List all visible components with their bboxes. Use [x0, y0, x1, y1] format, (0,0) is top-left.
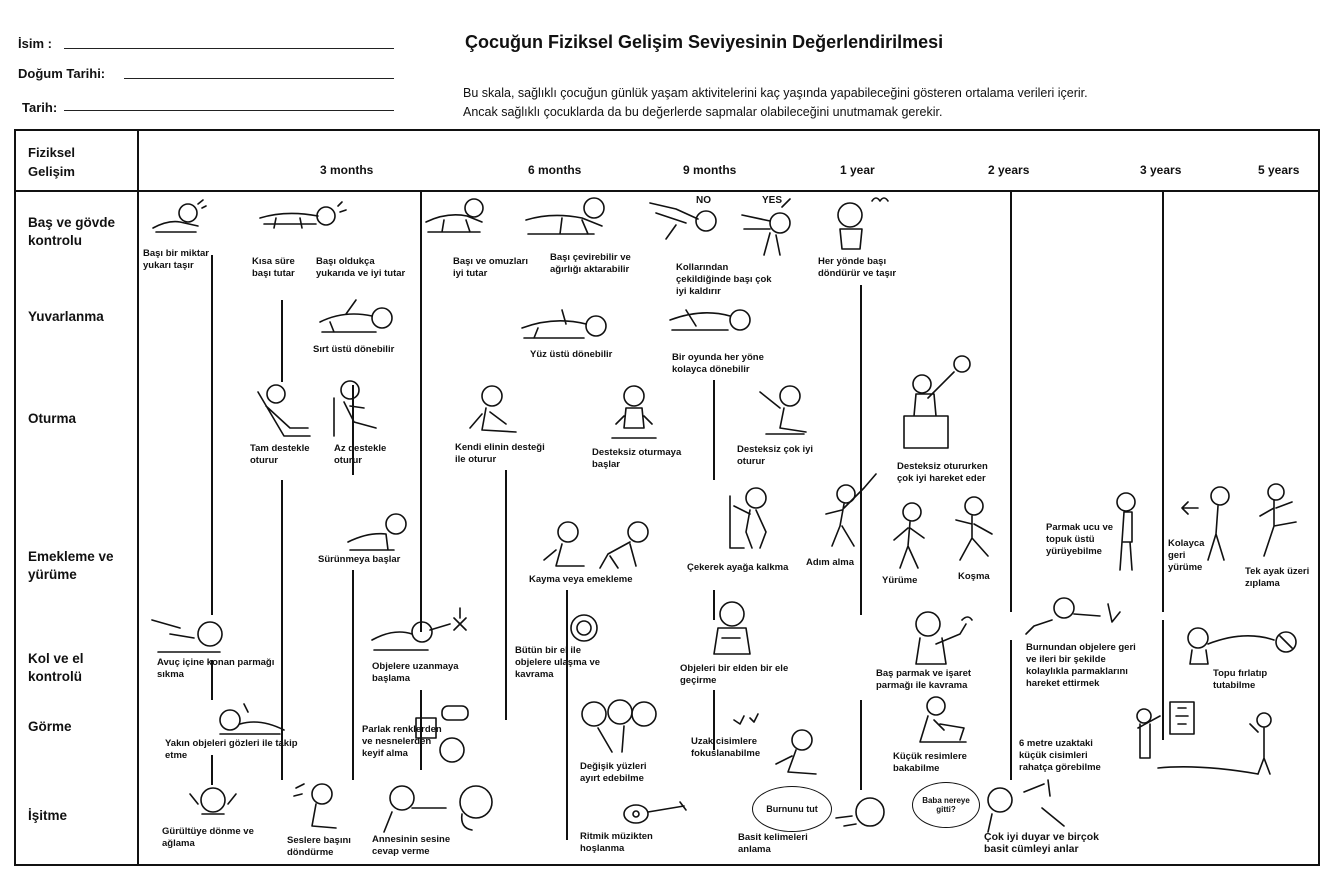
row-label-kol: Kol ve el kontrolü	[28, 651, 84, 684]
caption: 6 metre uzaktaki küçük cisimleri rahatça görebilme	[1019, 738, 1101, 773]
date-label: Tarih:	[22, 100, 58, 115]
bar	[211, 255, 213, 615]
age-1-year: 1 year	[840, 163, 875, 177]
caption: Kayma veya emekleme	[529, 574, 633, 585]
header-separator	[14, 190, 1320, 192]
caption: Desteksiz oturmaya başlar	[592, 447, 682, 470]
name-label: İsim :	[18, 36, 52, 51]
picture-book-icon	[904, 694, 974, 746]
caption: Yakın objeleri gözleri ile takip etme	[165, 738, 298, 761]
caption: Kendi elinin desteği ile oturur	[455, 442, 545, 465]
caption: Değişik yüzleri ayırt edebilme	[580, 761, 647, 784]
caption: Tam destekle oturur	[250, 443, 310, 466]
name-field[interactable]	[64, 48, 394, 49]
birth-label: Doğum Tarihi:	[18, 66, 106, 81]
caption: Her yönde başı döndürür ve taşır	[818, 256, 897, 279]
speech-bubble: Burnunu tut	[752, 786, 832, 832]
caption: Topu fırlatıp tutabilme	[1213, 668, 1268, 691]
caption: Başı oldukça yukarıda ve iyi tutar	[316, 256, 406, 279]
page-title: Çocuğun Fiziksel Gelişim Seviyesinin Değerlendirilmesi	[465, 32, 944, 52]
caption: Gürültüye dönme ve ağlama	[162, 826, 254, 849]
row-label-gorme: Görme	[28, 719, 72, 734]
age-3-years: 3 years	[1140, 163, 1182, 177]
caption: Desteksiz otururken çok iyi hareket eder	[897, 461, 988, 484]
crying-baby-icon	[186, 786, 240, 826]
bar	[1010, 640, 1012, 780]
crawling-baby-icon	[344, 512, 410, 552]
eye-chart-icon	[1130, 698, 1290, 782]
caption: Ritmik müzikten hoşlanma	[580, 831, 653, 854]
svg-text:NO: NO	[696, 195, 711, 206]
caption: Bütün bir el ile objelere ulaşma ve kavrama	[515, 645, 601, 680]
standing-baby-icon	[726, 486, 774, 552]
ball-icon	[1184, 624, 1304, 668]
caption: Küçük resimlere bakabilme	[893, 751, 967, 774]
caption: Desteksiz çok iyi oturur	[737, 444, 814, 467]
sitting-baby-icon	[606, 384, 662, 442]
baby-pulled-icon	[646, 195, 718, 241]
caption: Avuç içine konan parmağı sıkma	[157, 657, 275, 680]
finger-play-icon	[1024, 594, 1124, 638]
bar	[281, 300, 283, 382]
age-5-years: 5 years	[1258, 163, 1300, 177]
bar	[1162, 192, 1164, 612]
crawling-baby-icon	[422, 198, 492, 238]
caption: Burnundan objelere geri ve ileri bir şekilde kolaylıkla parmaklarını hareket ettirmek	[1026, 642, 1136, 689]
walking-child-icon	[820, 470, 884, 550]
hopping-child-icon	[1256, 482, 1306, 562]
label-column-separator	[137, 129, 139, 866]
baby-head-icon	[832, 193, 892, 253]
caption: Başı bir miktar yukarı taşır	[143, 248, 209, 271]
caption: Kısa süre başı tutar	[252, 256, 295, 279]
rolling-baby-icon	[518, 306, 610, 346]
caption: Sürünmeya başlar	[318, 554, 401, 565]
caption: Bir oyunda her yöne kolayca dönebilir	[672, 352, 764, 375]
caption: Yürüme	[882, 575, 918, 586]
baby-pulled-icon	[740, 195, 800, 259]
crawling-baby-icon	[522, 194, 612, 244]
walking-child-icon	[886, 500, 930, 572]
bar	[505, 470, 507, 720]
bar	[420, 192, 422, 632]
caption: Koşma	[958, 571, 990, 582]
row-label-yuvarlanma: Yuvarlanma	[28, 309, 104, 324]
bar	[1010, 192, 1012, 612]
caption: Objelere uzanmaya başlama	[372, 661, 459, 684]
sitting-baby-icon	[756, 382, 812, 440]
date-field[interactable]	[64, 110, 394, 111]
sitting-baby-icon	[254, 382, 314, 442]
caption: Çok iyi duyar ve birçok basit cümleyi anlar	[984, 831, 1099, 855]
caption: Kollarından çekildiğinde başı çok iyi kaldırır	[676, 262, 772, 297]
caption: Parmak ucu ve topuk üstü yürüyebilme	[1046, 522, 1114, 557]
bar	[713, 380, 715, 480]
caption: Annesinin sesine cevap verme	[372, 834, 451, 857]
speech-bubble: Baba nereye gitti?	[912, 782, 980, 828]
guitar-icon	[620, 798, 690, 828]
age-9-months: 9 months	[683, 163, 737, 177]
caption: Tek ayak üzeri zıplama	[1245, 566, 1310, 589]
caption: Parlak renklerden ve nesnelerden keyif alma	[362, 724, 442, 759]
baby-head-icon	[148, 198, 208, 238]
crawling-baby-icon	[540, 520, 590, 572]
description: Bu skala, sağlıklı çocuğun günlük yaşam aktivitelerini kaç yaşında yapabileceğini gösteren ortalama verileri içerir. Ancak sağlıklı çocuklarda da bu değerlerde sapmalar olabileceğini unutmamak gerekir.	[463, 86, 1088, 119]
caption: Başı ve omuzları iyi tutar	[453, 256, 528, 279]
row-label-isitme: İşitme	[28, 808, 68, 823]
listening-baby-icon	[288, 778, 348, 834]
caption: Az destekle oturur	[334, 443, 387, 466]
row-label-bas: Baş ve gövde kontrolu	[28, 215, 116, 248]
caption: Çekerek ayağa kalkma	[687, 562, 789, 573]
caption: Sırt üstü dönebilir	[313, 344, 395, 355]
age-6-months: 6 months	[528, 163, 582, 177]
baby-looking-icon	[210, 700, 290, 740]
reaching-baby-icon	[368, 604, 468, 654]
listening-child-icon	[834, 794, 888, 840]
bar	[860, 700, 862, 790]
caption: Basit kelimeleri anlama	[738, 832, 808, 855]
birth-field[interactable]	[124, 78, 394, 79]
faces-icon	[578, 698, 660, 754]
pincer-grasp-icon	[906, 604, 976, 668]
corner-label: Fiziksel Gelişim	[28, 145, 75, 179]
caption: Başı çevirebilir ve ağırlığı aktarabilir	[550, 252, 631, 275]
running-child-icon	[952, 494, 996, 566]
caption: Uzak cisimlere fokuslanabilme	[691, 736, 761, 759]
baby-toy-icon	[702, 598, 762, 658]
sitting-baby-icon	[330, 378, 384, 440]
caption: Adım alma	[806, 557, 855, 568]
caption: Seslere başını döndürme	[287, 835, 351, 858]
bar	[352, 570, 354, 780]
rolling-baby-icon	[316, 296, 396, 338]
svg-text:YES: YES	[762, 195, 783, 206]
caption: Baş parmak ve işaret parmağı ile kavrama	[876, 668, 972, 691]
age-3-months: 3 months	[320, 163, 374, 177]
row-label-oturma: Oturma	[28, 411, 77, 426]
age-2-years: 2 years	[988, 163, 1030, 177]
grasping-baby-icon	[150, 608, 230, 658]
row-label-emekleme: Emekleme ve yürüme	[28, 549, 114, 582]
caption: Objeleri bir elden bir ele geçirme	[680, 663, 789, 686]
rattle-icon	[568, 612, 600, 644]
caption: Kolayca geri yürüme	[1168, 538, 1205, 573]
rolling-baby-icon	[666, 300, 756, 340]
crawling-baby-icon	[256, 202, 346, 232]
caption: Yüz üstü dönebilir	[530, 349, 613, 360]
crawling-baby-icon	[596, 520, 656, 572]
sitting-baby-icon	[466, 384, 522, 438]
listening-child-icon	[984, 778, 1074, 834]
mother-face-icon	[376, 784, 496, 834]
sitting-child-ball-icon	[898, 352, 972, 452]
